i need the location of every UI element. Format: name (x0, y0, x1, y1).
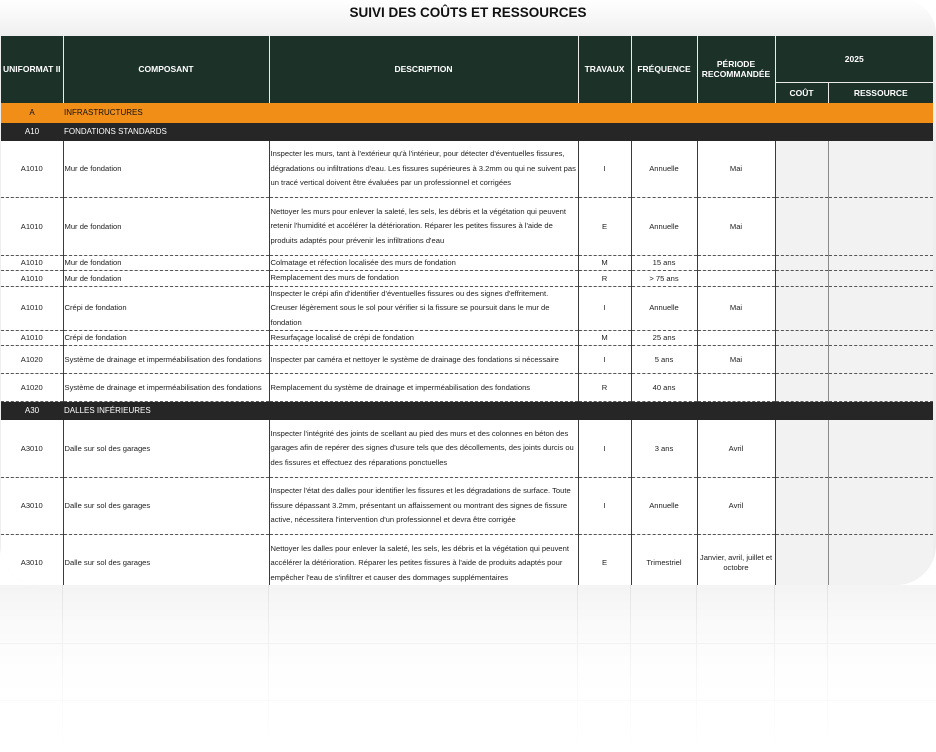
cout-cell[interactable] (775, 374, 828, 402)
uniformat-cell: A1020 (1, 346, 63, 374)
frequence-cell: 3 ans (631, 420, 697, 477)
composant-cell: Crépi de fondation (63, 286, 269, 330)
table-row (1, 141, 933, 198)
uniformat-cell: A1010 (1, 256, 63, 271)
header-travaux: TRAVAUX (578, 36, 631, 103)
composant-cell: Dalle sur sol des garages (63, 477, 269, 534)
uniformat-cell: A1020 (1, 374, 63, 402)
table-row (1, 271, 933, 286)
periode-cell: Mai (697, 198, 775, 256)
reflection-fade (0, 585, 936, 752)
travaux-cell: E (578, 534, 631, 585)
description-cell: Inspecter par caméra et nettoyer le système de drainage des fondations si nécessaire (269, 346, 578, 374)
composant-cell: Mur de fondation (63, 256, 269, 271)
description-cell: Remplacement des murs de fondation (269, 271, 578, 286)
periode-cell: Mai (697, 286, 775, 330)
composant-cell: Système de drainage et imperméabilisation des fondations (63, 374, 269, 402)
cout-cell[interactable] (775, 271, 828, 286)
cout-cell[interactable] (775, 331, 828, 346)
cout-cell[interactable] (775, 346, 828, 374)
frequence-cell: 15 ans (631, 256, 697, 271)
header-uniformat: UNIFORMAT II (1, 36, 63, 103)
periode-cell (697, 331, 775, 346)
frequence-cell: Annuelle (631, 198, 697, 256)
maintenance-table (1, 36, 933, 585)
cout-cell[interactable] (775, 141, 828, 198)
frequence-cell: 40 ans (631, 374, 697, 402)
travaux-cell: I (578, 141, 631, 198)
table-row (1, 331, 933, 346)
page-title: SUIVI DES COÛTS ET RESSOURCES (0, 0, 936, 34)
cout-cell[interactable] (775, 477, 828, 534)
header-ressource: RESSOURCE (828, 82, 933, 103)
group-row (1, 123, 933, 141)
group-label: DALLES INFÉRIEURES (63, 402, 933, 421)
ressource-cell[interactable] (828, 286, 933, 330)
header-periode: PÉRIODE RECOMMANDÉE (697, 36, 775, 103)
table-row (1, 477, 933, 534)
header-composant: COMPOSANT (63, 36, 269, 103)
composant-cell: Crépi de fondation (63, 331, 269, 346)
composant-cell: Système de drainage et imperméabilisation des fondations (63, 346, 269, 374)
travaux-cell: M (578, 256, 631, 271)
frequence-cell: 5 ans (631, 346, 697, 374)
ressource-cell[interactable] (828, 477, 933, 534)
table-row (1, 420, 933, 477)
composant-cell: Dalle sur sol des garages (63, 534, 269, 585)
composant-cell: Mur de fondation (63, 271, 269, 286)
table-row (1, 534, 933, 585)
periode-cell: Janvier, avril, juillet et octobre (697, 534, 775, 585)
travaux-cell: M (578, 331, 631, 346)
description-cell: Nettoyer les dalles pour enlever la saleté, les sels, les débris et la végétation qui peuvent accélérer la détérioration. Réparer les petites fissures à l'aide de produits adaptés pour empêcher l'eau de s'infiltrer et causer des dommages supplémentaires (269, 534, 578, 585)
periode-cell (697, 256, 775, 271)
group-label: FONDATIONS STANDARDS (63, 123, 933, 141)
table-row (1, 198, 933, 256)
uniformat-cell: A1010 (1, 271, 63, 286)
travaux-cell: E (578, 198, 631, 256)
cout-cell[interactable] (775, 198, 828, 256)
frequence-cell: Annuelle (631, 286, 697, 330)
frequence-cell: 25 ans (631, 331, 697, 346)
section-row (1, 103, 933, 123)
uniformat-cell: A1010 (1, 198, 63, 256)
table-row (1, 286, 933, 330)
frequence-cell: > 75 ans (631, 271, 697, 286)
description-cell: Remplacement du système de drainage et imperméabilisation des fondations (269, 374, 578, 402)
travaux-cell: I (578, 286, 631, 330)
ressource-cell[interactable] (828, 420, 933, 477)
section-label: INFRASTRUCTURES (63, 103, 933, 123)
description-cell: Nettoyer les murs pour enlever la saleté, les sels, les débris et la végétation qui peuvent retenir l'humidité et accélérer la détérioration. Réparer les petites fissures à l'aide de produits adaptés pour prévenir les infiltrations d'eau (269, 198, 578, 256)
description-cell: Inspecter l'état des dalles pour identifier les fissures et les dégradations de surface. Toute fissure dépassant 3.2mm, présentant un affaissement ou montrant des signes de fissure active, nécessitera l'intervention d'un professionnel et devra être corrigée (269, 477, 578, 534)
reflection (0, 585, 936, 752)
ressource-cell[interactable] (828, 346, 933, 374)
composant-cell: Mur de fondation (63, 141, 269, 198)
periode-cell (697, 271, 775, 286)
description-cell: Inspecter les murs, tant à l'extérieur qu'à l'intérieur, pour détecter d'éventuelles fissures, dégradations ou infiltrations d'eau. Les fissures supérieures à 3.2mm ou qui ne suivent pas un tracé vertical doivent être évaluées par un professionnel et corrigées (269, 141, 578, 198)
frequence-cell: Trimestriel (631, 534, 697, 585)
header-cout: COÛT (775, 82, 828, 103)
description-cell: Colmatage et réfection localisée des murs de fondation (269, 256, 578, 271)
travaux-cell: I (578, 346, 631, 374)
travaux-cell: I (578, 477, 631, 534)
section-code: A (1, 103, 63, 123)
periode-cell: Mai (697, 346, 775, 374)
table-row (1, 374, 933, 402)
cout-cell[interactable] (775, 286, 828, 330)
ressource-cell[interactable] (828, 141, 933, 198)
uniformat-cell: A3010 (1, 477, 63, 534)
ressource-cell[interactable] (828, 271, 933, 286)
periode-cell: Mai (697, 141, 775, 198)
table-row (1, 346, 933, 374)
travaux-cell: R (578, 271, 631, 286)
periode-cell (697, 374, 775, 402)
frequence-cell: Annuelle (631, 477, 697, 534)
travaux-cell: R (578, 374, 631, 402)
group-code: A10 (1, 123, 63, 141)
uniformat-cell: A3010 (1, 534, 63, 585)
uniformat-cell: A1010 (1, 141, 63, 198)
ressource-cell[interactable] (828, 256, 933, 271)
ressource-cell[interactable] (828, 331, 933, 346)
travaux-cell: I (578, 420, 631, 477)
periode-cell: Avril (697, 420, 775, 477)
composant-cell: Mur de fondation (63, 198, 269, 256)
frequence-cell: Annuelle (631, 141, 697, 198)
cout-cell[interactable] (775, 256, 828, 271)
header-year: 2025 (775, 36, 933, 82)
group-code: A30 (1, 402, 63, 421)
ressource-cell[interactable] (828, 534, 933, 585)
uniformat-cell: A1010 (1, 286, 63, 330)
cout-cell[interactable] (775, 534, 828, 585)
ressource-cell[interactable] (828, 198, 933, 256)
description-cell: Resurfaçage localisé de crépi de fondation (269, 331, 578, 346)
periode-cell: Avril (697, 477, 775, 534)
composant-cell: Dalle sur sol des garages (63, 420, 269, 477)
header-frequence: FRÉQUENCE (631, 36, 697, 103)
uniformat-cell: A3010 (1, 420, 63, 477)
header-description: DESCRIPTION (269, 36, 578, 103)
uniformat-cell: A1010 (1, 331, 63, 346)
description-cell: Inspecter l'intégrité des joints de scellant au pied des murs et des colonnes en béton des garages afin de repérer des signes d'usure tels que des décollements, des joints durcis ou des fissures et effectuez des réparations ponctuelles (269, 420, 578, 477)
description-cell: Inspecter le crépi afin d'identifier d'éventuelles fissures ou des signes d'effritement. Creuser légèrement sous le sol pour vérifier si la fissure se poursuit dans le mur de fondation (269, 286, 578, 330)
ressource-cell[interactable] (828, 374, 933, 402)
group-row (1, 402, 933, 421)
table-row (1, 256, 933, 271)
cout-cell[interactable] (775, 420, 828, 477)
